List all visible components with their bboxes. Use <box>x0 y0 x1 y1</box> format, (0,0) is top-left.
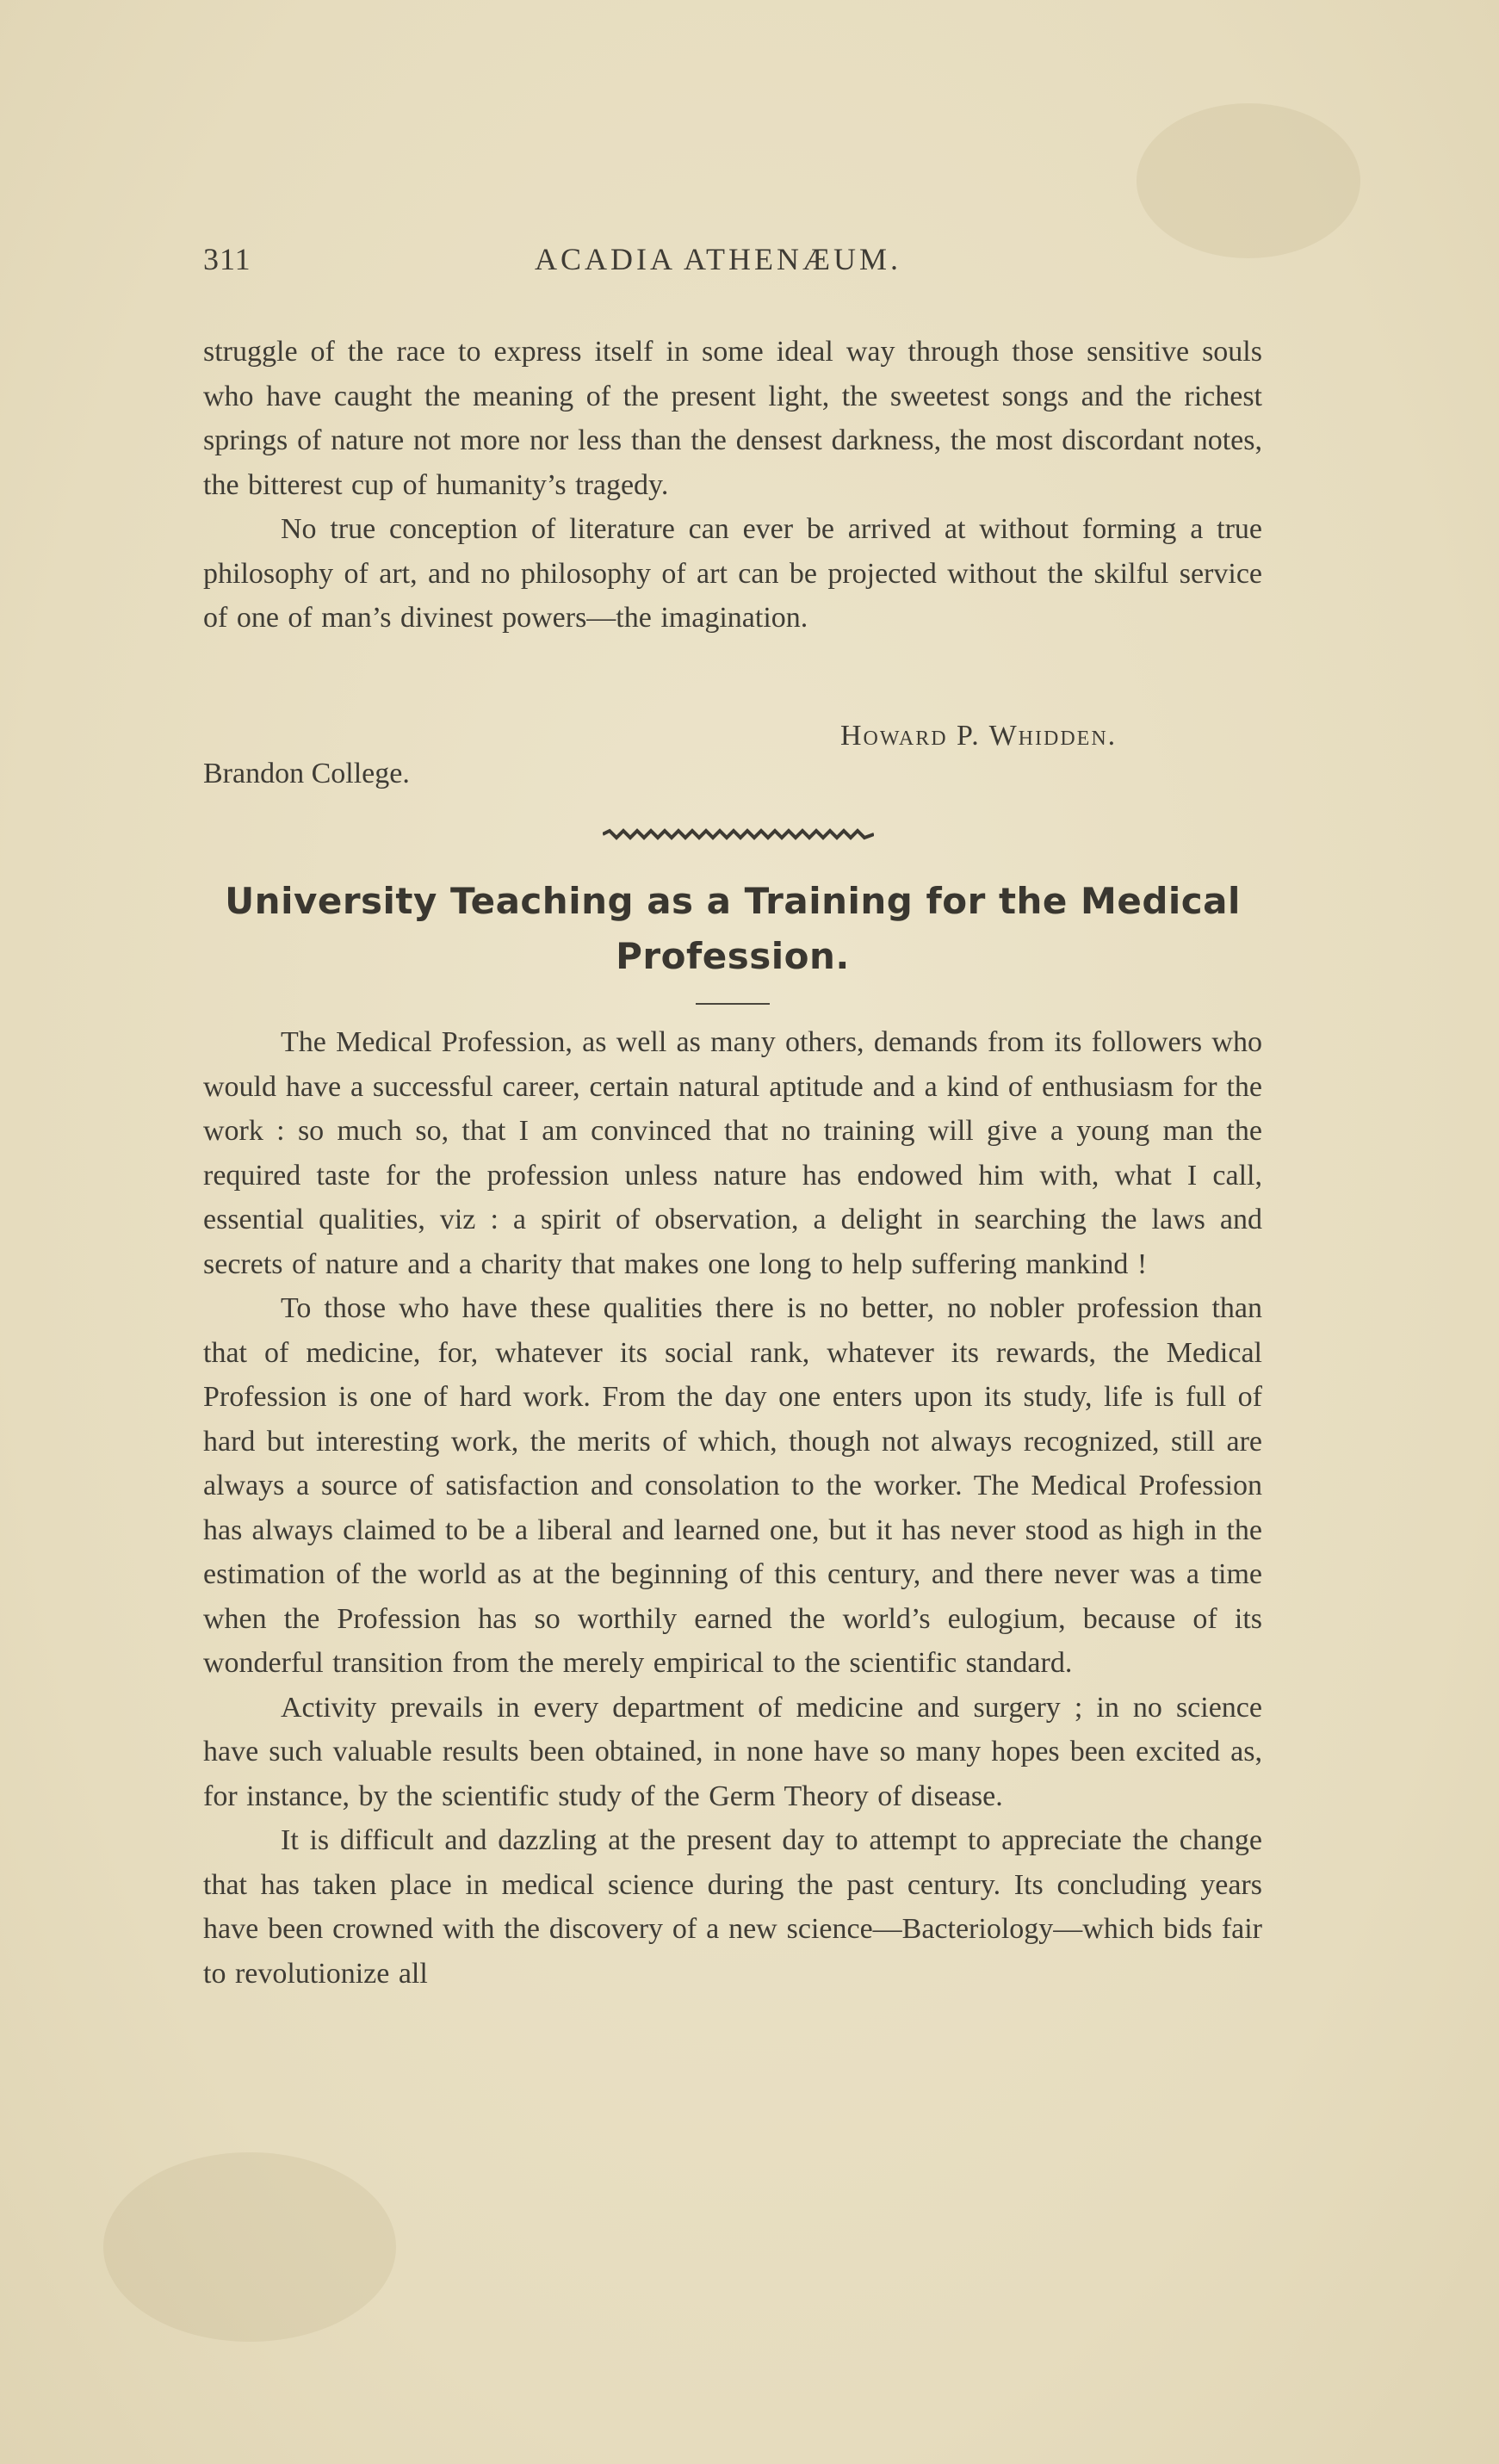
paper-stain <box>1137 103 1360 258</box>
paragraph: struggle of the race to express itself in some ideal way through those sensitive souls who have caught the meaning of the present light, the sweetest songs and the richest springs of nature not more nor less than the densest darkness, the most discordant notes, the bitterest cup of humanity’s tragedy. <box>203 336 1262 501</box>
title-rule <box>696 1003 770 1005</box>
article-text <box>203 1020 1262 1996</box>
author-signature: Howard P. Whidden. <box>840 720 1118 752</box>
author-affiliation: Brandon College. <box>203 758 410 789</box>
running-title: ACADIA ATHENÆUM. <box>535 242 902 276</box>
paragraph: No true conception of literature can ever be arrived at without forming a true philosophy of art, and no philosophy of art can be projected without the skilful service of one of man’s divinest powers—the imagination. <box>203 513 1262 634</box>
article-title: University Teaching as a Training for the Medical Profession. <box>225 880 1241 977</box>
page-header <box>203 241 1262 284</box>
page-number: 311 <box>203 242 251 276</box>
previous-article-text <box>203 330 1262 641</box>
paragraph: Activity prevails in every department of medicine and surgery ; in no science have such valuable results been obtained, in none have so many hopes been excited as, for instance, by the scientific study of the Germ Theory of disease. <box>203 1691 1262 1812</box>
paragraph: To those who have these qualities there is no better, no nobler profession than that of medicine, for, whatever its social rank, whatever its rewards, the Medical Profession is one of hard work. From the day one enters upon its study, life is full of hard but interesting work, the merits of which, though not always recognized, still are always a source of satisfaction and consolation to the worker. The Medical Profession has always claimed to be a liberal and learned one, but it has never stood as high in the estimation of the world as at the beginning of this century, and there never was a time when the Profession has so worthily earned the world’s eulogium, because of its wonderful transition from the merely empirical to the scientific standard. <box>203 1292 1262 1679</box>
paragraph: It is difficult and dazzling at the present day to attempt to appreciate the change that has taken place in medical science during the past century. Its concluding years have been crowned with the discovery of a new science—Bacteriology—which bids fair to revolutionize all <box>203 1824 1262 1990</box>
paragraph: The Medical Profession, as well as many others, demands from its followers who would have a successful career, certain natural aptitude and a kind of enthusiasm for the work : so much so, that I am convinced that no training will give a young man the required taste for the profession unless nature has endowed him with, what I call, essential qualities, viz : a spirit of observation, a delight in searching the laws and secrets of nature and a charity that makes one long to help suffering mankind ! <box>203 1026 1262 1280</box>
section-divider-ornament <box>603 828 874 840</box>
paper-stain <box>103 2152 396 2342</box>
